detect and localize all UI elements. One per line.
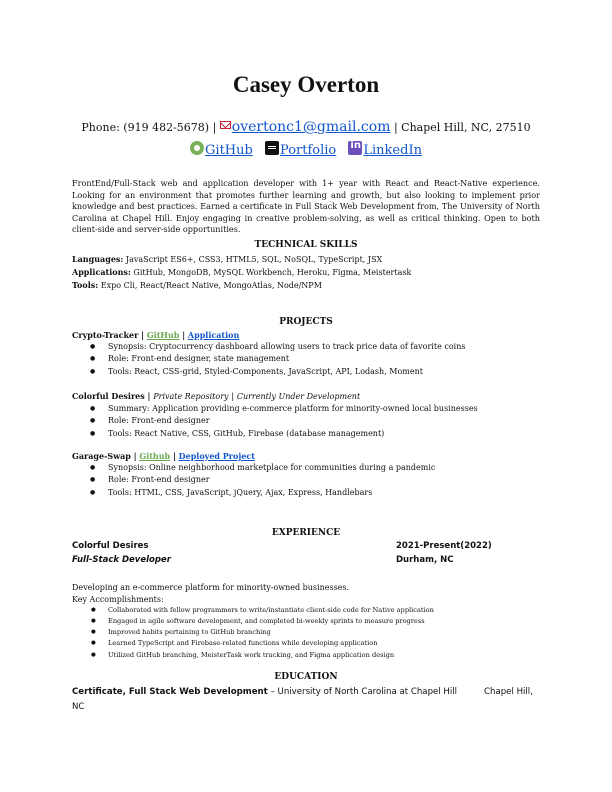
project-garage-swap bbox=[72, 450, 542, 499]
school-name: – University of North Carolina at Chapel Hill bbox=[267, 687, 458, 697]
experience-company-row bbox=[72, 541, 542, 551]
list-item: ● Tools: React, CSS-grid, Styled-Components, JavaScript, API, Lodash, Moment bbox=[72, 366, 542, 378]
job-title: Full-Stack Developer bbox=[72, 555, 171, 565]
summary-paragraph: FrontEnd/Full-Stack web and application developer with 1+ year with React and React-Native experience. Looking for an environment that promotes further learning and growth, but also looking to implement prior knowledge and best practices. Earned a certificate in Full Stack Web Development from, The University of North Carolina at Chapel Hill. Enjoy engaging in creative problem-solving, as well as critical thinking. Open to both client-side and server-side opportunities. bbox=[72, 178, 540, 235]
github-link[interactable]: GitHub bbox=[205, 143, 253, 158]
list-item: ● Role: Front-end designer bbox=[72, 474, 542, 486]
skills-languages bbox=[72, 253, 542, 266]
project-github-link[interactable]: Github bbox=[139, 451, 171, 461]
candidate-name: Casey Overton bbox=[232, 72, 380, 97]
separator: | bbox=[172, 451, 176, 461]
education-location: Chapel Hill, bbox=[484, 687, 533, 697]
portfolio-link[interactable]: Portfolio bbox=[279, 143, 337, 158]
applications-label: Applications: bbox=[72, 267, 131, 278]
phone-text: Phone: (919 482-5678) | bbox=[81, 121, 217, 134]
list-item: ● Synopsis: Online neighborhood marketplace for communities during a pandemic bbox=[72, 462, 542, 474]
applications-value: GitHub, MongoDB, MySQL Workbench, Heroku, Figma, Meistertask bbox=[133, 268, 412, 278]
portfolio-icon bbox=[265, 141, 279, 155]
languages-label: Languages: bbox=[72, 254, 124, 264]
separator: | bbox=[231, 392, 235, 401]
education-line bbox=[72, 685, 542, 700]
skills-tools bbox=[72, 279, 542, 292]
project-github-link[interactable]: GitHub bbox=[146, 330, 180, 340]
job-location: Durham, NC bbox=[396, 555, 454, 565]
location-text: | Chapel Hill, NC, 27510 bbox=[393, 121, 531, 134]
education-heading: EDUCATION bbox=[274, 672, 338, 682]
accomplishments-label: Key Accomplishments: bbox=[72, 594, 164, 604]
company-name: Colorful Desires bbox=[72, 541, 149, 551]
portfolio-profile[interactable] bbox=[265, 141, 336, 158]
list-item: ● Summary: Application providing e-commerce platform for minority-owned local businesses bbox=[72, 403, 542, 415]
project-name: Garage-Swap | bbox=[72, 451, 137, 461]
degree-name: Certificate, Full Stack Web Development bbox=[72, 687, 268, 697]
education-location-cont: NC bbox=[72, 702, 85, 712]
list-item: ● Role: Front-end designer bbox=[72, 415, 542, 427]
project-deployed-link[interactable]: Deployed Project bbox=[178, 451, 255, 461]
project-colorful-desires bbox=[72, 390, 542, 440]
project-name: Colorful Desires | bbox=[72, 391, 151, 401]
project-note: Private Repository bbox=[153, 392, 229, 401]
list-item: ● Synopsis: Cryptocurrency dashboard allowing users to track price data of favorite coins bbox=[72, 341, 542, 353]
project-header bbox=[72, 450, 542, 462]
project-app-link[interactable]: Application bbox=[187, 330, 240, 340]
linkedin-icon bbox=[348, 141, 362, 155]
separator: | bbox=[182, 330, 186, 340]
project-bullets bbox=[72, 341, 542, 378]
experience-dates: 2021-Present(2022) bbox=[396, 541, 492, 551]
list-item: ● Tools: HTML, CSS, JavaScript, jQuery, Ajax, Express, Handlebars bbox=[72, 487, 542, 499]
github-profile[interactable] bbox=[190, 141, 253, 158]
profile-links bbox=[0, 141, 612, 158]
linkedin-link[interactable]: LinkedIn bbox=[363, 143, 422, 158]
list-item: ● Learned TypeScript and Firebase-related functions while developing application bbox=[72, 638, 542, 649]
project-header bbox=[72, 329, 542, 341]
list-item: ● Utilized GitHub branching, MeisterTask work tracking, and Figma application design bbox=[72, 650, 542, 661]
education-entry bbox=[72, 685, 542, 715]
project-name: Crypto-Tracker | bbox=[72, 330, 145, 340]
projects-heading: PROJECTS bbox=[279, 317, 333, 327]
experience-description: Developing an e-commerce platform for minority-owned businesses. bbox=[72, 583, 350, 592]
project-bullets bbox=[72, 403, 542, 440]
project-header bbox=[72, 390, 542, 403]
tools-value: Expo Cli, React/React Native, MongoAtlas, Node/NPM bbox=[100, 281, 322, 291]
languages-value: JavaScript ES6+, CSS3, HTML5, SQL, NoSQL, TypeScript, JSX bbox=[125, 255, 383, 264]
project-crypto-tracker bbox=[72, 329, 542, 378]
list-item: ● Collaborated with fellow programmers to write/instantiate client-side code for Native application bbox=[72, 605, 542, 616]
list-item: ● Engaged in agile software development, and completed bi-weekly sprints to measure progress bbox=[72, 616, 542, 627]
linkedin-profile[interactable] bbox=[348, 141, 422, 158]
accomplishments-list bbox=[72, 605, 542, 660]
project-bullets bbox=[72, 462, 542, 499]
mail-icon bbox=[220, 121, 231, 129]
experience-role-row bbox=[72, 555, 542, 565]
list-item: ● Role: Front-end designer, state management bbox=[72, 353, 542, 365]
email-link[interactable]: overtonc1@gmail.com bbox=[231, 119, 391, 135]
list-item: ● Improved habits pertaining to GitHub branching bbox=[72, 627, 542, 638]
experience-heading: EXPERIENCE bbox=[271, 528, 341, 538]
experience-details bbox=[72, 582, 542, 661]
skills-block bbox=[72, 253, 542, 293]
skills-heading: TECHNICAL SKILLS bbox=[254, 240, 358, 250]
project-status: Currently Under Development bbox=[236, 392, 361, 401]
list-item: ● Tools: React Native, CSS, GitHub, Firebase (database management) bbox=[72, 428, 542, 440]
contact-line bbox=[0, 119, 612, 135]
skills-applications bbox=[72, 266, 542, 279]
github-icon bbox=[190, 141, 204, 155]
tools-label: Tools: bbox=[72, 280, 99, 291]
